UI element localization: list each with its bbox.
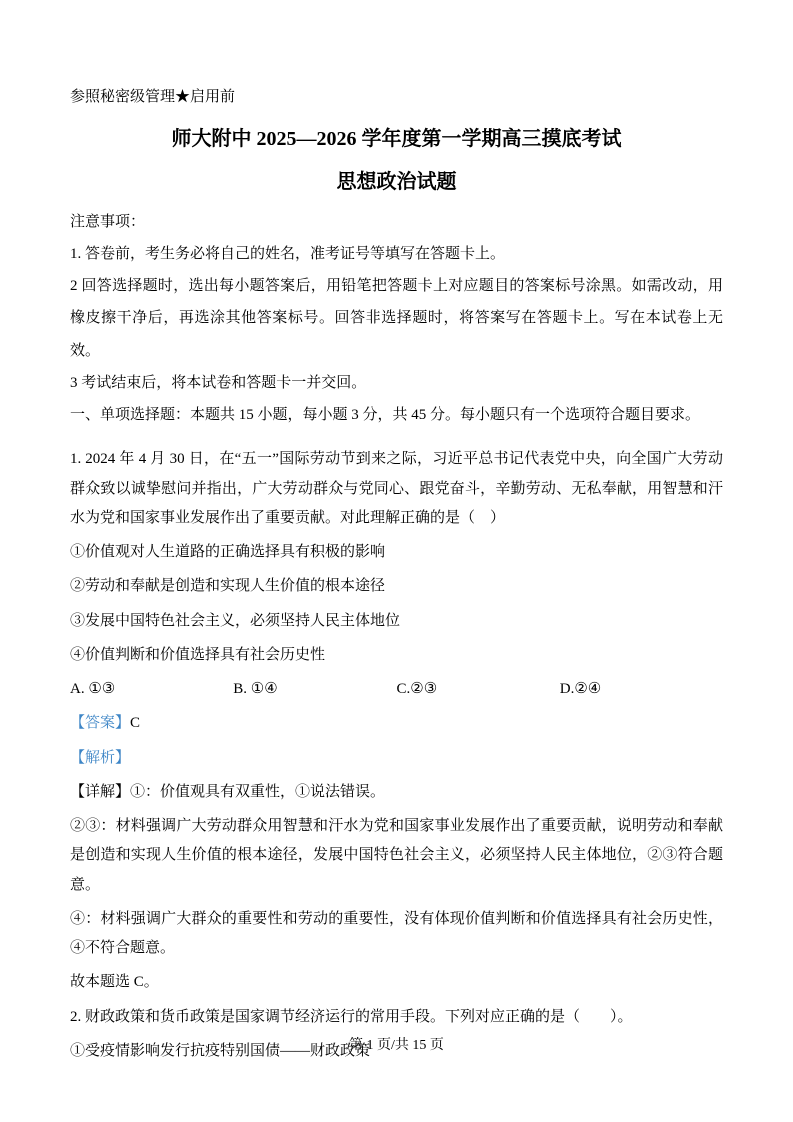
detail-text-3: ④：材料强调广大群众的重要性和劳动的重要性，没有体现价值判断和价值选择具有社会历史性，④不符合题意。 bbox=[70, 910, 723, 956]
choice-b: B. ①④ bbox=[233, 681, 278, 697]
question-1-choices bbox=[70, 675, 723, 704]
detail-conclusion: 故本题选 C。 bbox=[70, 974, 159, 991]
answer-value: C bbox=[130, 715, 141, 732]
security-note: 参照秘密级管理★启用前 bbox=[70, 89, 236, 105]
detail-label: 【详解】 bbox=[70, 783, 131, 800]
page-footer: 第 1 页/共 15 页 bbox=[349, 1038, 444, 1053]
question-1-statement-2: ②劳动和奉献是创造和实现人生价值的根本途径 bbox=[70, 578, 386, 595]
analysis-line bbox=[70, 744, 723, 773]
choice-d: D.②④ bbox=[559, 681, 602, 697]
detail-text-2: ②③：材料强调广大劳动群众用智慧和汗水为党和国家事业发展作出了重要贡献，说明劳动和奉献是创造和实现人生价值的根本途径，发展中国特色社会主义，必须坚持人民主体地位，②③符合题意。 bbox=[70, 818, 723, 893]
detail-text-1: ①：价值观具有双重性，①说法错误。 bbox=[130, 783, 386, 800]
notice-item-2: 2 回答选择题时，选出每小题答案后，用铅笔把答题卡上对应题目的答案标号涂黑。如需改动，用橡皮擦干净后，再选涂其他答案标号。回答非选择题时，将答案写在答题卡上。写在本试卷上无效。 bbox=[70, 278, 723, 359]
question-1 bbox=[70, 445, 723, 997]
choice-c: C.②③ bbox=[396, 681, 438, 697]
question-2-stem: 2. 财政政策和货币政策是国家调节经济运行的常用手段。下列对应正确的是（ ）。 bbox=[70, 1008, 633, 1025]
question-2-statement-1: ①受疫情影响发行抗疫特别国债——财政政策 bbox=[70, 1042, 371, 1059]
choice-a: A. ①③ bbox=[70, 681, 116, 697]
answer-line bbox=[70, 709, 723, 738]
notice-item-3: 3 考试结束后，将本试卷和答题卡一并交回。 bbox=[70, 374, 367, 391]
exam-title: 师大附中 2025—2026 学年度第一学期高三摸底考试 bbox=[171, 127, 622, 150]
detail-line-1 bbox=[70, 778, 723, 807]
analysis-label: 【解析】 bbox=[70, 749, 131, 766]
notice-heading: 注意事项： bbox=[70, 213, 146, 230]
question-1-stem: 1. 2024 年 4 月 30 日，在“五一”国际劳动节到来之际，习近平总书记代表党中央，向全国广大劳动群众致以诚挚慰问并指出，广大劳动群众与党同心、跟党奋斗，辛勤劳动、无私奉献，用智慧和汗水为党和国家事业发展作出了重要贡献。对此理解正确的是（ ） bbox=[70, 451, 723, 526]
exam-subtitle: 思想政治试题 bbox=[336, 170, 457, 193]
answer-label: 【答案】 bbox=[70, 715, 131, 732]
question-1-statement-4: ④价值判断和价值选择具有社会历史性 bbox=[70, 646, 326, 663]
notice-item-1: 1. 答卷前，考生务必将自己的姓名，准考证号等填写在答题卡上。 bbox=[70, 245, 506, 262]
section-heading: 一、单项选择题：本题共 15 小题，每小题 3 分，共 45 分。每小题只有一个选项符合题目要求。 bbox=[70, 407, 701, 423]
question-1-statement-1: ①价值观对人生道路的正确选择具有积极的影响 bbox=[70, 544, 386, 560]
question-1-statement-3: ③发展中国特色社会主义，必须坚持人民主体地位 bbox=[70, 612, 401, 629]
